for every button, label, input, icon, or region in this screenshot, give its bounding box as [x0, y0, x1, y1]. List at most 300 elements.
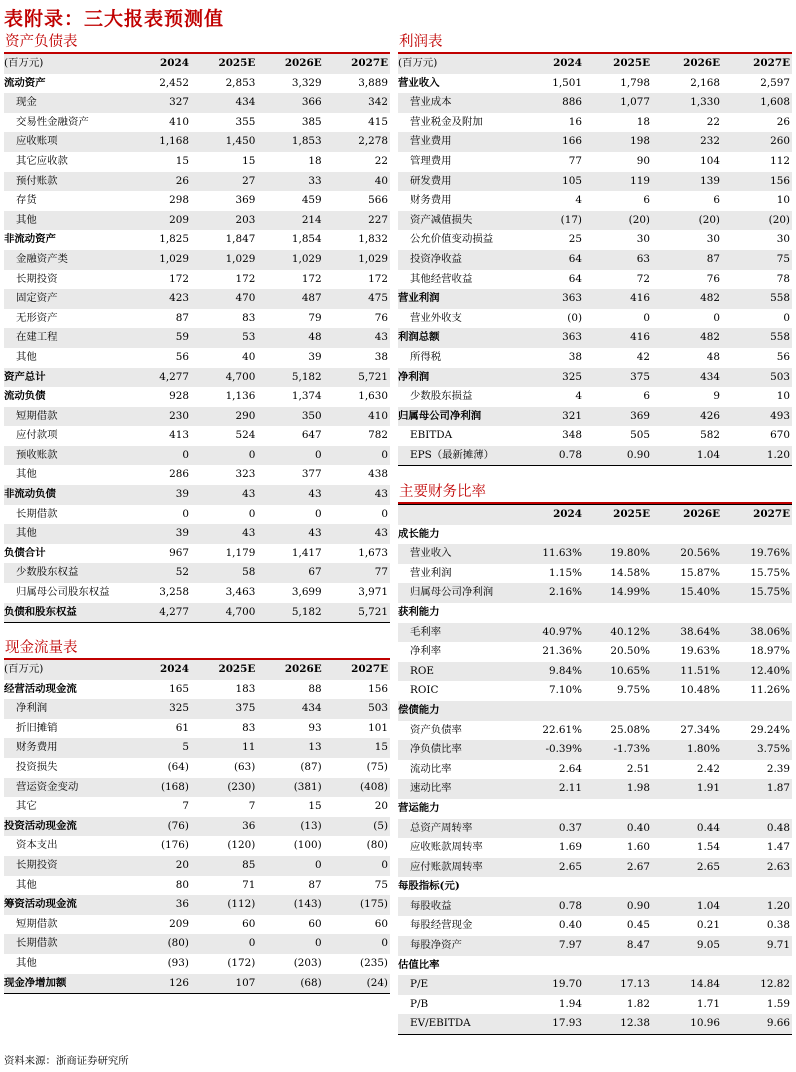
- value-cell: [516, 956, 584, 976]
- row-label: 资产总计: [4, 368, 125, 388]
- value-cell: 482: [652, 289, 722, 309]
- table-row: [4, 934, 390, 954]
- row-label: 少数股东权益: [4, 563, 125, 583]
- table-row: [398, 642, 792, 662]
- value-cell: 363: [516, 289, 584, 309]
- value-cell: 6: [643, 390, 650, 403]
- row-label: 长期借款: [4, 934, 125, 954]
- row-label: EV/EBITDA: [398, 1014, 516, 1034]
- value-cell: (80): [125, 934, 191, 954]
- value-cell: [652, 603, 722, 623]
- table-row: [4, 368, 390, 388]
- table-row: [398, 701, 792, 721]
- value-cell: 377: [301, 468, 322, 481]
- table-row: [4, 817, 390, 837]
- value-cell: 0: [257, 446, 323, 466]
- value-cell: 4: [575, 390, 582, 403]
- value-cell: 5,182: [257, 368, 323, 388]
- value-cell: 1.20: [722, 897, 792, 917]
- cash-flow-section: [4, 638, 390, 994]
- value-cell: 12.38: [584, 1014, 652, 1034]
- value-cell: 1.20: [722, 446, 792, 466]
- value-cell: 1,179: [225, 546, 256, 559]
- row-label: 负债合计: [4, 546, 46, 559]
- value-cell: 33: [257, 172, 323, 192]
- value-cell: 2.39: [766, 762, 790, 775]
- table-row: [398, 936, 792, 956]
- value-cell: (64): [167, 760, 189, 773]
- value-cell: 88: [308, 682, 322, 695]
- value-cell: 107: [191, 974, 257, 994]
- year-header: 2024: [516, 505, 584, 525]
- value-cell: 40.97%: [516, 623, 584, 643]
- table-row: [4, 113, 390, 133]
- row-label: EPS（最新摊薄）: [398, 446, 516, 466]
- value-cell: 1,832: [358, 233, 388, 246]
- value-cell: [652, 799, 722, 819]
- unit-label: (百万元): [4, 54, 125, 74]
- table-row: [398, 132, 792, 152]
- value-cell: 15: [308, 800, 322, 813]
- value-cell: 647: [301, 429, 322, 442]
- value-cell: 60: [374, 917, 388, 930]
- row-label: 管理费用: [410, 154, 452, 167]
- value-cell: 203: [191, 211, 257, 231]
- value-cell: 0: [324, 856, 390, 876]
- value-cell: 470: [191, 289, 257, 309]
- value-cell: 165: [169, 682, 189, 695]
- value-cell: (20): [722, 211, 792, 231]
- table-row: [398, 740, 792, 760]
- value-cell: 40.12%: [584, 623, 652, 643]
- table-row: [398, 779, 792, 799]
- value-cell: 6: [713, 194, 720, 207]
- row-label: 营业利润: [398, 289, 516, 309]
- value-cell: 64: [516, 250, 584, 270]
- value-cell: 487: [257, 289, 323, 309]
- value-cell: 42: [636, 350, 650, 363]
- row-label: 金融资产类: [4, 250, 125, 270]
- unit-label: [398, 505, 516, 525]
- row-label: 长期投资: [4, 856, 125, 876]
- value-cell: 2,452: [159, 76, 189, 89]
- value-cell: 2.64: [558, 762, 582, 775]
- table-row: [4, 485, 390, 505]
- value-cell: 126: [125, 974, 191, 994]
- value-cell: 1.54: [696, 841, 720, 854]
- table-row: [4, 544, 390, 564]
- value-cell: 3,699: [291, 586, 322, 599]
- value-cell: 7: [182, 800, 189, 813]
- year-header: 2026E: [257, 54, 323, 74]
- value-cell: 172: [301, 272, 322, 285]
- value-cell: (203): [293, 956, 322, 969]
- value-cell: 15: [324, 738, 390, 758]
- row-label: 经营活动现金流: [4, 682, 77, 695]
- row-label: 应付账款周转率: [398, 858, 516, 878]
- row-label: 应收账款周转率: [410, 841, 483, 854]
- value-cell: 15.40%: [652, 583, 722, 603]
- value-cell: [516, 525, 584, 545]
- income-statement-section: [398, 32, 792, 466]
- row-label: 公允价值变动损益: [410, 233, 494, 246]
- year-header: 2027E: [324, 54, 390, 74]
- value-cell: 369: [235, 194, 256, 207]
- value-cell: 19.63%: [680, 645, 720, 658]
- value-cell: 348: [562, 429, 582, 442]
- value-cell: 327: [125, 93, 191, 113]
- value-cell: 16: [568, 115, 582, 128]
- value-cell: 20.56%: [652, 544, 722, 564]
- value-cell: 15: [242, 154, 256, 167]
- table-row: [398, 956, 792, 976]
- value-cell: [584, 603, 652, 623]
- value-cell: [652, 877, 722, 897]
- value-cell: 7.10%: [548, 684, 582, 697]
- value-cell: 0: [248, 507, 256, 520]
- value-cell: 10: [776, 390, 790, 403]
- table-row: [398, 623, 792, 643]
- row-label: 其他经营收益: [410, 272, 473, 285]
- row-label: 每股经营现金: [410, 919, 473, 932]
- table-row: [4, 719, 390, 739]
- table-row: [4, 289, 390, 309]
- value-cell: 52: [125, 563, 191, 583]
- value-cell: 11.26%: [750, 684, 790, 697]
- value-cell: 75: [374, 878, 388, 891]
- table-row: [4, 191, 390, 211]
- value-cell: (20): [652, 211, 722, 231]
- value-cell: 4,277: [125, 603, 191, 623]
- value-cell: 0.48: [722, 819, 792, 839]
- table-row: [398, 191, 792, 211]
- value-cell: 9.66: [722, 1014, 792, 1034]
- value-cell: 43: [324, 485, 390, 505]
- value-cell: 43: [191, 485, 257, 505]
- table-row: [398, 721, 792, 741]
- value-cell: 1,029: [324, 250, 390, 270]
- value-cell: 15.75%: [722, 583, 792, 603]
- table-row: [4, 758, 390, 778]
- value-cell: 385: [301, 115, 322, 128]
- value-cell: 10.48%: [680, 684, 720, 697]
- value-cell: 12.82: [722, 975, 792, 995]
- balance-sheet-section: [4, 32, 390, 623]
- value-cell: 0.40: [558, 919, 582, 932]
- row-label: 净利润: [4, 699, 125, 719]
- value-cell: (20): [584, 211, 652, 231]
- value-cell: 1.15%: [548, 566, 582, 579]
- row-label: 投资活动现金流: [4, 817, 125, 837]
- value-cell: 782: [368, 429, 388, 442]
- value-cell: 105: [516, 172, 584, 192]
- row-label: 固定资产: [4, 289, 125, 309]
- value-cell: 350: [257, 407, 323, 427]
- value-cell: (13): [257, 817, 323, 837]
- value-cell: 48: [706, 350, 720, 363]
- value-cell: [722, 603, 792, 623]
- unit-label: (百万元): [398, 54, 516, 74]
- value-cell: 156: [722, 172, 792, 192]
- value-cell: 30: [636, 233, 650, 246]
- income-statement-table: [398, 54, 792, 466]
- value-cell: [652, 701, 722, 721]
- value-cell: 71: [242, 878, 256, 891]
- value-cell: (87): [300, 760, 322, 773]
- value-cell: 434: [652, 368, 722, 388]
- value-cell: 209: [169, 917, 189, 930]
- value-cell: 423: [125, 289, 191, 309]
- table-row: [398, 348, 792, 368]
- table-row: [398, 858, 792, 878]
- value-cell: 63: [584, 250, 652, 270]
- value-cell: 0.37: [516, 819, 584, 839]
- table-row: [4, 583, 390, 603]
- value-cell: 1,330: [652, 93, 722, 113]
- value-cell: (0): [567, 311, 582, 324]
- table-row: [398, 799, 792, 819]
- row-label: 成长能力: [398, 527, 440, 540]
- row-label: 归属母公司净利润: [398, 583, 516, 603]
- row-label: 筹资活动现金流: [4, 895, 125, 915]
- table-row: [398, 172, 792, 192]
- row-label: P/E: [398, 975, 516, 995]
- value-cell: 2,853: [225, 76, 256, 89]
- value-cell: 87: [308, 878, 322, 891]
- value-cell: 2.67: [584, 858, 652, 878]
- value-cell: 64: [568, 272, 582, 285]
- value-cell: 369: [584, 407, 652, 427]
- value-cell: 90: [636, 154, 650, 167]
- row-label: 归属母公司股东权益: [16, 586, 110, 599]
- value-cell: (172): [227, 956, 256, 969]
- value-cell: 56: [776, 350, 790, 363]
- value-cell: 2.65: [516, 858, 584, 878]
- value-cell: 7: [248, 800, 256, 813]
- table-row: [398, 387, 792, 407]
- table-row: [4, 876, 390, 896]
- value-cell: 77: [324, 563, 390, 583]
- ratios-title: 主要财务比率: [399, 484, 486, 500]
- value-cell: 39: [125, 485, 191, 505]
- table-row: [398, 897, 792, 917]
- value-cell: 1,029: [125, 250, 191, 270]
- row-label: 总资产周转率: [398, 819, 516, 839]
- row-label: 短期借款: [4, 407, 125, 427]
- value-cell: 7.97: [516, 936, 584, 956]
- value-cell: [516, 701, 584, 721]
- value-cell: 505: [630, 429, 650, 442]
- row-label: 净利润: [398, 368, 516, 388]
- value-cell: 25.08%: [610, 723, 650, 736]
- value-cell: 9: [713, 390, 720, 403]
- value-cell: 20.50%: [610, 645, 650, 658]
- value-cell: 8.47: [584, 936, 652, 956]
- value-cell: 2.11: [516, 779, 584, 799]
- value-cell: 1.04: [652, 446, 722, 466]
- value-cell: 2.16%: [516, 583, 584, 603]
- value-cell: 0: [191, 934, 257, 954]
- table-row: [398, 916, 792, 936]
- value-cell: 22.61%: [542, 723, 582, 736]
- value-cell: 0: [125, 446, 191, 466]
- row-label: 财务费用: [410, 194, 452, 207]
- value-cell: 53: [191, 328, 257, 348]
- value-cell: 26: [776, 115, 790, 128]
- source-note: 资料来源：浙商证券研究所: [4, 1055, 129, 1067]
- value-cell: 1,077: [584, 93, 652, 113]
- value-cell: 0.40: [584, 819, 652, 839]
- value-cell: 0.90: [584, 446, 652, 466]
- row-label: 预付账款: [4, 172, 125, 192]
- row-label: 估值比率: [398, 958, 440, 971]
- value-cell: 5,721: [324, 603, 390, 623]
- value-cell: 375: [584, 368, 652, 388]
- value-cell: 3,463: [225, 586, 256, 599]
- value-cell: 30: [776, 233, 790, 246]
- value-cell: [584, 799, 652, 819]
- value-cell: 1,168: [125, 132, 191, 152]
- value-cell: [722, 525, 792, 545]
- row-label: 资产减值损失: [398, 211, 516, 231]
- value-cell: (68): [257, 974, 323, 994]
- table-row: [398, 113, 792, 133]
- table-row: [398, 426, 792, 446]
- row-label: 净利率: [410, 645, 442, 658]
- balance-sheet-table: [4, 54, 390, 623]
- row-label: 应收账项: [4, 132, 125, 152]
- value-cell: 232: [652, 132, 722, 152]
- table-row: [4, 211, 390, 231]
- value-cell: 15: [175, 154, 189, 167]
- value-cell: [584, 877, 652, 897]
- value-cell: 43: [257, 485, 323, 505]
- value-cell: (168): [125, 778, 191, 798]
- value-cell: 415: [368, 115, 388, 128]
- value-cell: 1.47: [766, 841, 790, 854]
- value-cell: 1,630: [358, 390, 388, 403]
- row-label: 预收账款: [4, 446, 125, 466]
- balance-sheet-title: 资产负债表: [5, 34, 78, 50]
- value-cell: 20: [125, 856, 191, 876]
- row-label: 长期投资: [16, 272, 58, 285]
- row-label: 其他: [4, 211, 125, 231]
- value-cell: 1,136: [225, 390, 256, 403]
- value-cell: 503: [324, 699, 390, 719]
- value-cell: 1.59: [766, 997, 790, 1010]
- value-cell: 2.63: [722, 858, 792, 878]
- row-label: 研发费用: [398, 172, 516, 192]
- row-label: 营业利润: [410, 566, 452, 579]
- value-cell: 18.97%: [750, 645, 790, 658]
- value-cell: (230): [191, 778, 257, 798]
- row-label: 短期借款: [16, 917, 58, 930]
- ratios-table: [398, 504, 792, 1035]
- value-cell: 56: [175, 350, 189, 363]
- value-cell: 10.96: [652, 1014, 722, 1034]
- value-cell: [722, 956, 792, 976]
- row-label: 折旧摊销: [16, 721, 58, 734]
- value-cell: 410: [169, 115, 189, 128]
- value-cell: 18: [308, 154, 322, 167]
- row-label: 交易性金融资产: [16, 115, 89, 128]
- value-cell: [584, 956, 652, 976]
- value-cell: 366: [257, 93, 323, 113]
- row-label: 每股净资产: [398, 936, 516, 956]
- value-cell: 112: [770, 154, 790, 167]
- value-cell: 1,798: [620, 76, 650, 89]
- table-row: [398, 544, 792, 564]
- value-cell: [516, 799, 584, 819]
- table-row: [4, 270, 390, 290]
- value-cell: 29.24%: [750, 723, 790, 736]
- value-cell: 0.78: [516, 446, 584, 466]
- value-cell: 426: [652, 407, 722, 427]
- value-cell: 416: [584, 289, 652, 309]
- year-header: 2025E: [191, 660, 257, 680]
- value-cell: 11.63%: [516, 544, 584, 564]
- value-cell: 83: [242, 721, 256, 734]
- value-cell: 27: [191, 172, 257, 192]
- row-label: 营运资金变动: [4, 778, 125, 798]
- table-row: [398, 681, 792, 701]
- value-cell: 230: [125, 407, 191, 427]
- value-cell: 0: [182, 507, 189, 520]
- value-cell: 1,029: [191, 250, 257, 270]
- value-cell: 1,029: [257, 250, 323, 270]
- value-cell: 17.93: [516, 1014, 584, 1034]
- table-row: [398, 446, 792, 466]
- table-row: [4, 699, 390, 719]
- value-cell: 43: [324, 328, 390, 348]
- row-label: 营业成本: [398, 93, 516, 113]
- table-row: [4, 915, 390, 935]
- value-cell: 78: [776, 272, 790, 285]
- value-cell: 30: [706, 233, 720, 246]
- table-row: [398, 838, 792, 858]
- value-cell: 19.76%: [722, 544, 792, 564]
- value-cell: 85: [191, 856, 257, 876]
- value-cell: 1,853: [257, 132, 323, 152]
- row-label: 流动资产: [4, 76, 46, 89]
- value-cell: 2,278: [324, 132, 390, 152]
- value-cell: 290: [191, 407, 257, 427]
- value-cell: [652, 956, 722, 976]
- row-label: ROE: [398, 662, 516, 682]
- value-cell: 80: [175, 878, 189, 891]
- row-label: 少数股东损益: [410, 390, 473, 403]
- value-cell: 59: [125, 328, 191, 348]
- row-label: 利润总额: [398, 328, 516, 348]
- value-cell: [516, 603, 584, 623]
- table-header-row: [4, 54, 390, 74]
- value-cell: 9.71: [722, 936, 792, 956]
- value-cell: 10: [776, 194, 790, 207]
- year-header: 2025E: [584, 505, 652, 525]
- row-label: 每股指标(元): [398, 880, 460, 893]
- value-cell: (76): [125, 817, 191, 837]
- table-row: [4, 895, 390, 915]
- table-row: [398, 152, 792, 172]
- value-cell: 1.87: [722, 779, 792, 799]
- value-cell: 104: [700, 154, 720, 167]
- value-cell: 459: [301, 194, 322, 207]
- value-cell: 413: [169, 429, 189, 442]
- row-label: 其他: [16, 878, 37, 891]
- value-cell: 40: [324, 172, 390, 192]
- value-cell: 25: [568, 233, 582, 246]
- table-row: [398, 309, 792, 329]
